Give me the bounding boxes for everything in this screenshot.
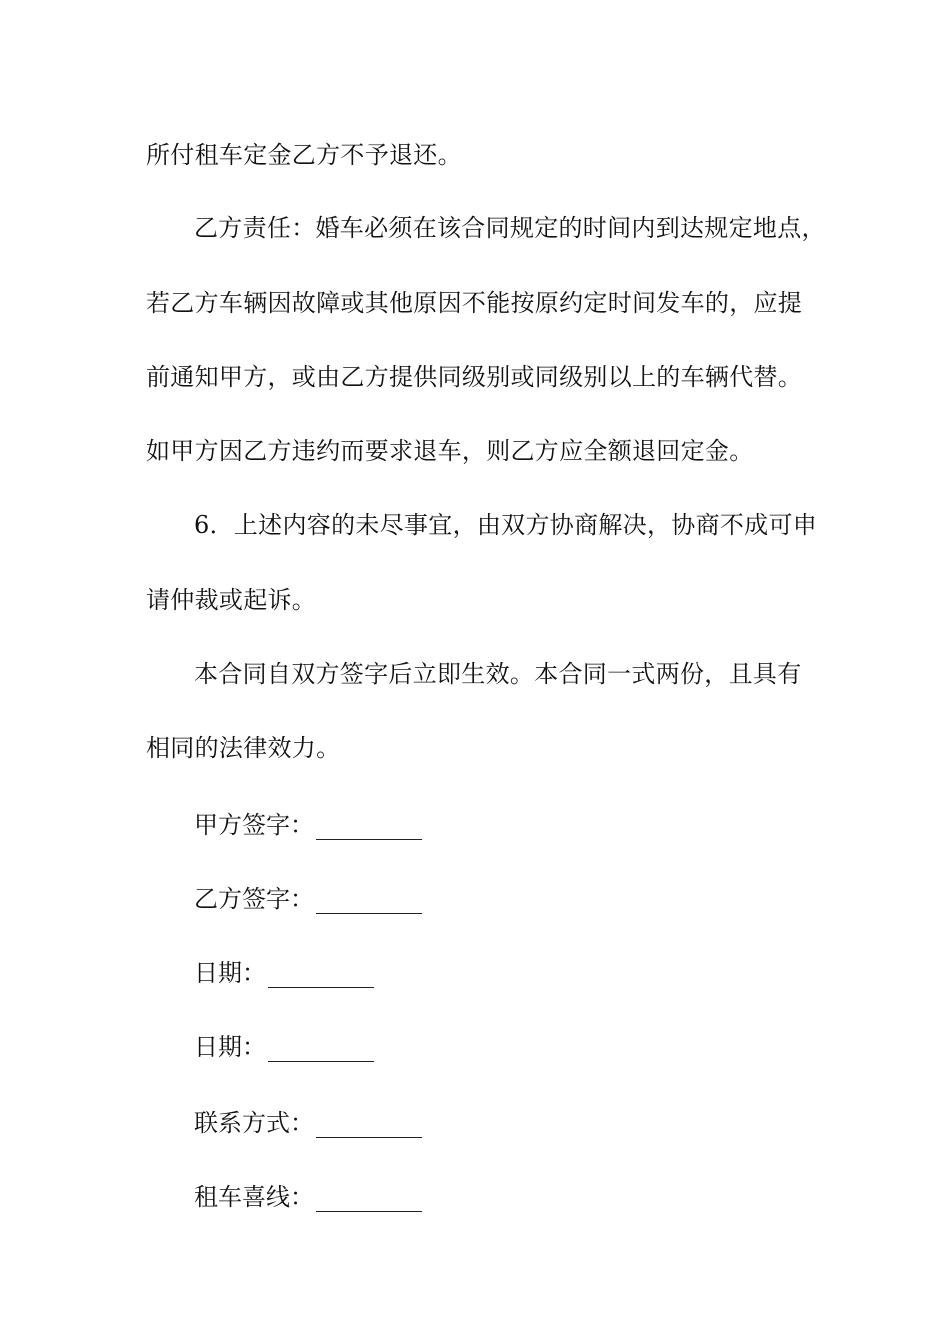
hotline-field [194, 1182, 422, 1212]
field-label: 联系方式： [194, 1109, 314, 1137]
party-b-signature-field [194, 884, 422, 914]
contact-field [194, 1108, 422, 1138]
contact-blank[interactable] [316, 1115, 422, 1138]
date-blank[interactable] [268, 1039, 374, 1062]
paragraph-line: 前通知甲方，或由乙方提供同级别或同级别以上的车辆代替。 [146, 363, 803, 391]
paragraph-line: 本合同自双方签字后立即生效。本合同一式两份，且具有 [194, 660, 802, 688]
field-label: 乙方签字： [194, 885, 314, 913]
date-blank[interactable] [268, 965, 374, 988]
paragraph-line: 请仲裁或起诉。 [146, 586, 317, 614]
party-b-signature-blank[interactable] [316, 891, 422, 914]
date-field [194, 958, 374, 988]
party-a-signature-blank[interactable] [316, 817, 422, 840]
date-field [194, 1032, 374, 1062]
field-label: 租车喜线： [194, 1183, 314, 1211]
field-label: 甲方签字： [194, 811, 314, 839]
paragraph-line: 乙方责任：婚车必须在该合同规定的时间内到达规定地点， [194, 214, 826, 242]
field-label: 日期： [194, 1033, 266, 1061]
paragraph-line: 如甲方因乙方违约而要求退车，则乙方应全额退回定金。 [146, 437, 754, 465]
paragraph-line: 若乙方车辆因故障或其他原因不能按原约定时间发车的，应提 [146, 289, 803, 317]
paragraph-line: 所付租车定金乙方不予退还。 [146, 141, 462, 169]
hotline-blank[interactable] [316, 1189, 422, 1212]
party-a-signature-field [194, 810, 422, 840]
field-label: 日期： [194, 959, 266, 987]
paragraph-line: 相同的法律效力。 [146, 734, 341, 762]
paragraph-line: 6．上述内容的未尽事宜，由双方协商解决，协商不成可申 [194, 511, 818, 539]
